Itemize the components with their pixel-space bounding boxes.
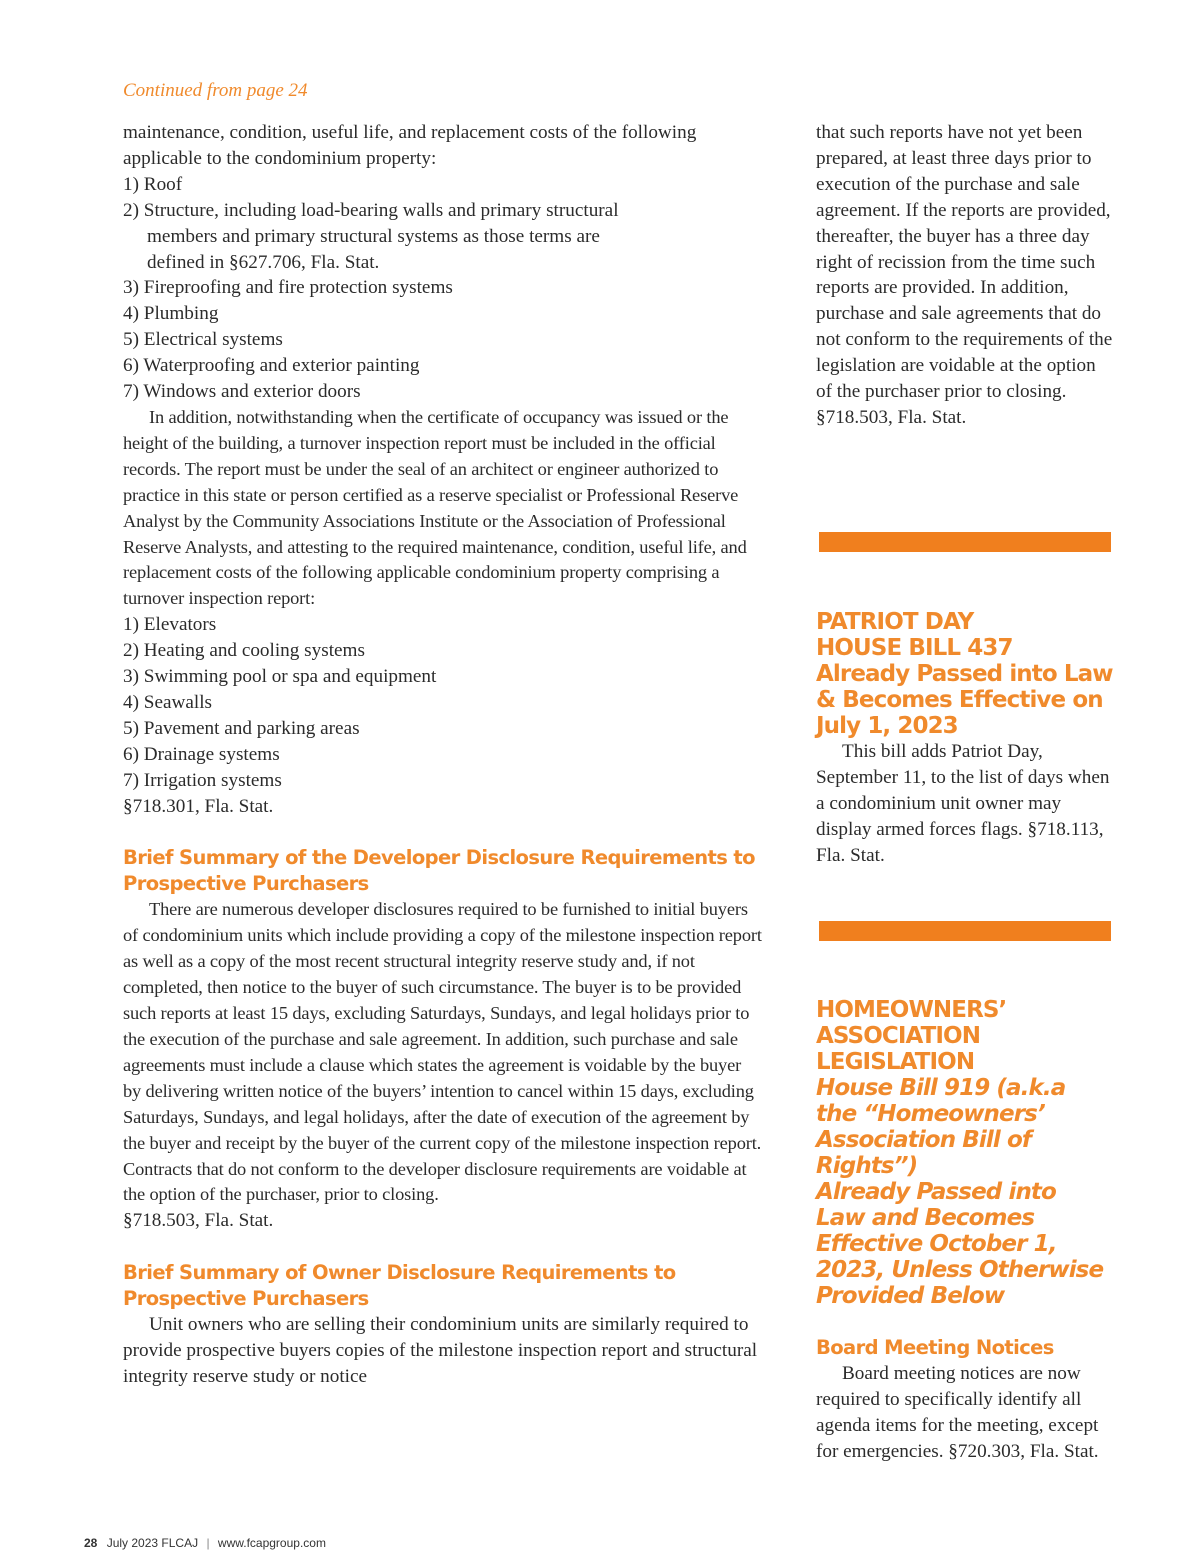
intro-paragraph: maintenance, condition, useful life, and replacement costs of the following applicable to the condominium property:: [123, 122, 697, 169]
patriot-heading-line: Already Passed into Law: [816, 661, 1113, 687]
turnover-list: [123, 612, 763, 793]
list-item: 2) Structure, including load-bearing walls and primary structural: [123, 199, 619, 221]
hoa-subheading-line: Law and Becomes: [816, 1205, 1035, 1231]
developer-disclosure-paragraph: There are numerous developer disclosures required to be furnished to initial buyers of condominium units which include providing a copy of the milestone inspection report as well as a copy of the most recent structural integrity reserve study and, if not completed, then notice to the buyer of such circumstance. The buyer is to be provided such reports at least 15 days, excluding Saturdays, Sundays, and legal holidays prior to the execution of the purchase and sale agreement. In addition, such purchase and sale agreements must include a clause which states the agreement is voidable by the buyer by delivering written notice of the buyers’ intention to cancel within 15 days, excluding Saturdays, Sundays, and legal holidays, after the date of execution of the agreement by the buyer and receipt by the buyer of the current copy of the milestone inspection report. Contracts that do not conform to the developer disclosure requirements are voidable at the option of the purchaser, prior to closing.: [123, 899, 762, 1205]
list-item: 1) Roof: [123, 173, 183, 195]
left-column: [123, 120, 763, 1390]
list-item: 4) Seawalls: [123, 691, 212, 713]
list-item: 3) Swimming pool or spa and equipment: [123, 666, 437, 688]
board-meeting-heading: Board Meeting Notices: [816, 1336, 1054, 1359]
patriot-day-section: [816, 609, 1116, 869]
list-item-continuation: members and primary structural systems as those terms are: [147, 225, 600, 247]
patriot-heading-line: HOUSE BILL 437: [816, 635, 1013, 661]
developer-disclosure-heading: Brief Summary of the Developer Disclosure Requirements to Prospective Purchasers: [123, 846, 755, 896]
section-divider-bar: [819, 921, 1111, 941]
list-item: 6) Waterproofing and exterior painting: [123, 355, 420, 377]
continued-from-label: Continued from page 24: [123, 80, 308, 101]
citation: §718.503, Fla. Stat.: [123, 1210, 274, 1232]
hoa-subheading-line: Association Bill of Rights”): [816, 1127, 1031, 1179]
list-item: 2) Heating and cooling systems: [123, 640, 365, 662]
issue-label: July 2023 FLCAJ: [106, 1536, 199, 1550]
hoa-subheading-line: the “Homeowners’: [816, 1101, 1045, 1127]
page-footer: [84, 1536, 326, 1550]
continuation-paragraph: that such reports have not yet been prepared, at least three days prior to execution of the purchase and sale agreement. If the reports are provided, thereafter, the buyer has a three day right of recission from the time such reports are provided. In addition, purchase and sale agreements that do not conform to the requirements of the legislation are voidable at the option of the purchaser prior to closing. §718.503, Fla. Stat.: [816, 122, 1113, 428]
list-item: 5) Pavement and parking areas: [123, 717, 360, 739]
list-item-continuation: defined in §627.706, Fla. Stat.: [147, 251, 380, 273]
owner-disclosure-heading: Brief Summary of Owner Disclosure Requirements to Prospective Purchasers: [123, 1261, 676, 1311]
patriot-day-paragraph: This bill adds Patriot Day, September 11, to the list of days when a condominium unit owner may display armed forces flags. §718.113, Fla. Stat.: [816, 741, 1110, 866]
list-item: 5) Electrical systems: [123, 329, 283, 351]
footer-separator: |: [206, 1536, 210, 1550]
hoa-subheading-line: Provided Below: [816, 1283, 1005, 1309]
hoa-legislation-section: [816, 997, 1116, 1465]
component-list: [123, 172, 763, 405]
citation: §718.301, Fla. Stat.: [123, 795, 274, 817]
right-column-continuation: [816, 120, 1116, 431]
hoa-subheading-line: Already Passed into: [816, 1179, 1056, 1205]
list-item: 7) Irrigation systems: [123, 769, 282, 791]
list-item: 1) Elevators: [123, 614, 217, 636]
section-divider-bar: [819, 532, 1111, 552]
website-link[interactable]: www.fcapgroup.com: [217, 1536, 326, 1550]
patriot-heading-line: PATRIOT DAY: [816, 609, 974, 635]
hoa-heading-line: LEGISLATION: [816, 1049, 975, 1075]
list-item: 6) Drainage systems: [123, 743, 280, 765]
patriot-heading-line: July 1, 2023: [816, 713, 958, 739]
turnover-paragraph: In addition, notwithstanding when the certificate of occupancy was issued or the height of the building, a turnover inspection report must be included in the official records. The report must be under the seal of an architect or engineer authorized to practice in this state or person certified as a reserve specialist or Professional Reserve Analyst by the Community Associations Institute or the Association of Professional Reserve Analysts, and attesting to the required maintenance, condition, useful life, and replacement costs of the following applicable condominium property comprising a turnover inspection report:: [123, 406, 747, 609]
board-meeting-paragraph: Board meeting notices are now required to specifically identify all agenda items for the meeting, except for emergencies. §720.303, Fla. Stat.: [816, 1363, 1099, 1462]
list-item: 3) Fireproofing and fire protection systems: [123, 277, 453, 299]
list-item: 4) Plumbing: [123, 303, 219, 325]
owner-disclosure-paragraph: Unit owners who are selling their condominium units are similarly required to provide prospective buyers copies of the milestone inspection report and structural integrity reserve study or notice: [123, 1314, 758, 1388]
list-item: 7) Windows and exterior doors: [123, 381, 361, 403]
hoa-heading-line: HOMEOWNERS’: [816, 997, 1007, 1023]
page-number: 28: [84, 1536, 98, 1550]
hoa-subheading-line: House Bill 919 (a.k.a: [816, 1075, 1066, 1101]
patriot-heading-line: & Becomes Effective on: [816, 687, 1103, 713]
hoa-heading-line: ASSOCIATION: [816, 1023, 981, 1049]
hoa-subheading-line: 2023, Unless Otherwise: [816, 1257, 1104, 1283]
hoa-subheading-line: Effective October 1,: [816, 1231, 1057, 1257]
